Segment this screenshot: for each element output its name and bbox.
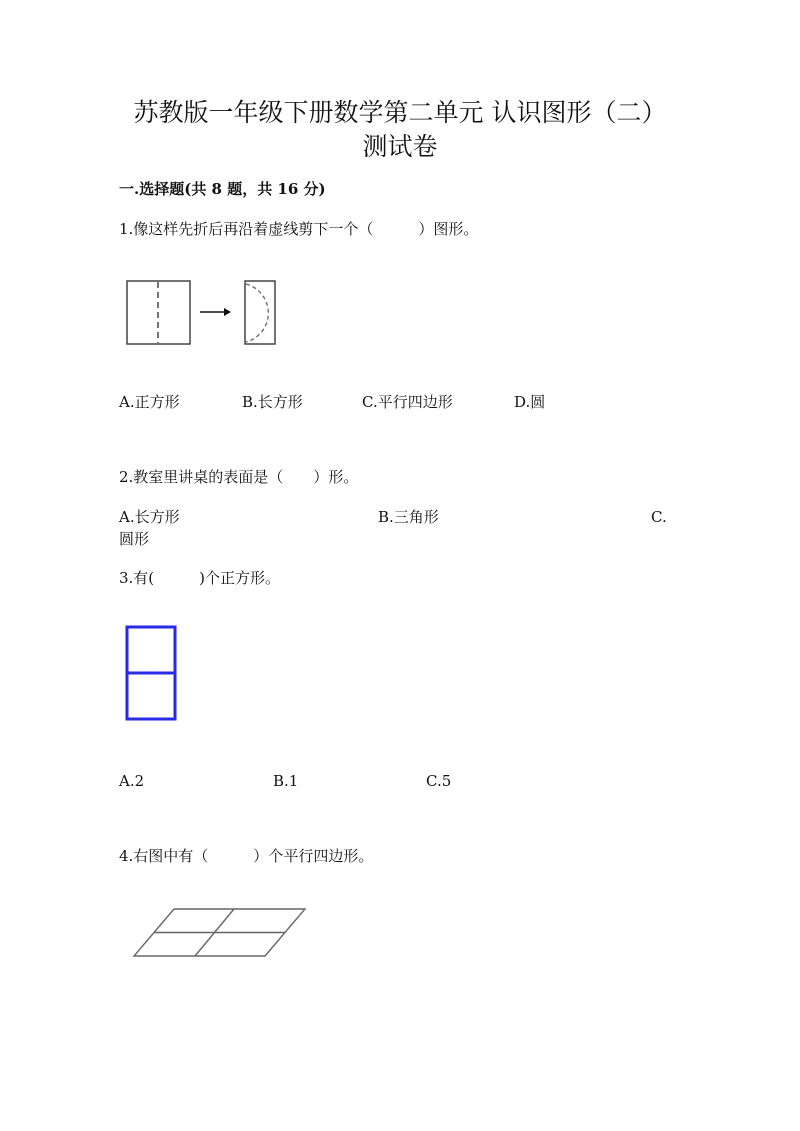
question-2-text: 2.教室里讲桌的表面是（ ）形。 [119,468,359,486]
question-1-option-c[interactable]: C.平行四边形 [362,393,453,411]
question-1-option-a[interactable]: A.正方形 [119,393,180,411]
question-3-option-c[interactable]: C.5 [426,772,452,790]
question-2-option-a[interactable]: A.长方形 [119,508,180,526]
question-1-option-b[interactable]: B.长方形 [242,393,303,411]
page-title-line-1: 苏教版一年级下册数学第二单元 认识图形（二） [133,98,667,127]
question-4-figure [130,905,310,961]
folded-paper-half [245,281,275,344]
question-4-text: 4.右图中有（ ）个平行四边形。 [119,847,374,865]
question-2-option-b[interactable]: B.三角形 [378,508,439,526]
question-1-text: 1.像这样先折后再沿着虚线剪下一个（ ）图形。 [119,220,479,238]
section-heading: 一.选择题(共 8 题，共 16 分) [119,180,326,198]
question-2-option-c-continued[interactable]: 圆形 [119,530,150,548]
question-2-option-c[interactable]: C. [651,508,667,526]
question-3-text: 3.有( )个正方形。 [119,569,281,587]
arrow-icon [224,308,231,316]
question-1-option-d[interactable]: D.圆 [514,393,546,411]
cut-dashed-arc [246,284,268,342]
page-title-line-2: 测试卷 [362,132,438,161]
question-3-option-b[interactable]: B.1 [273,772,299,790]
question-3-figure [124,624,180,724]
question-3-option-a[interactable]: A.2 [119,772,145,790]
question-1-figure [120,272,290,352]
